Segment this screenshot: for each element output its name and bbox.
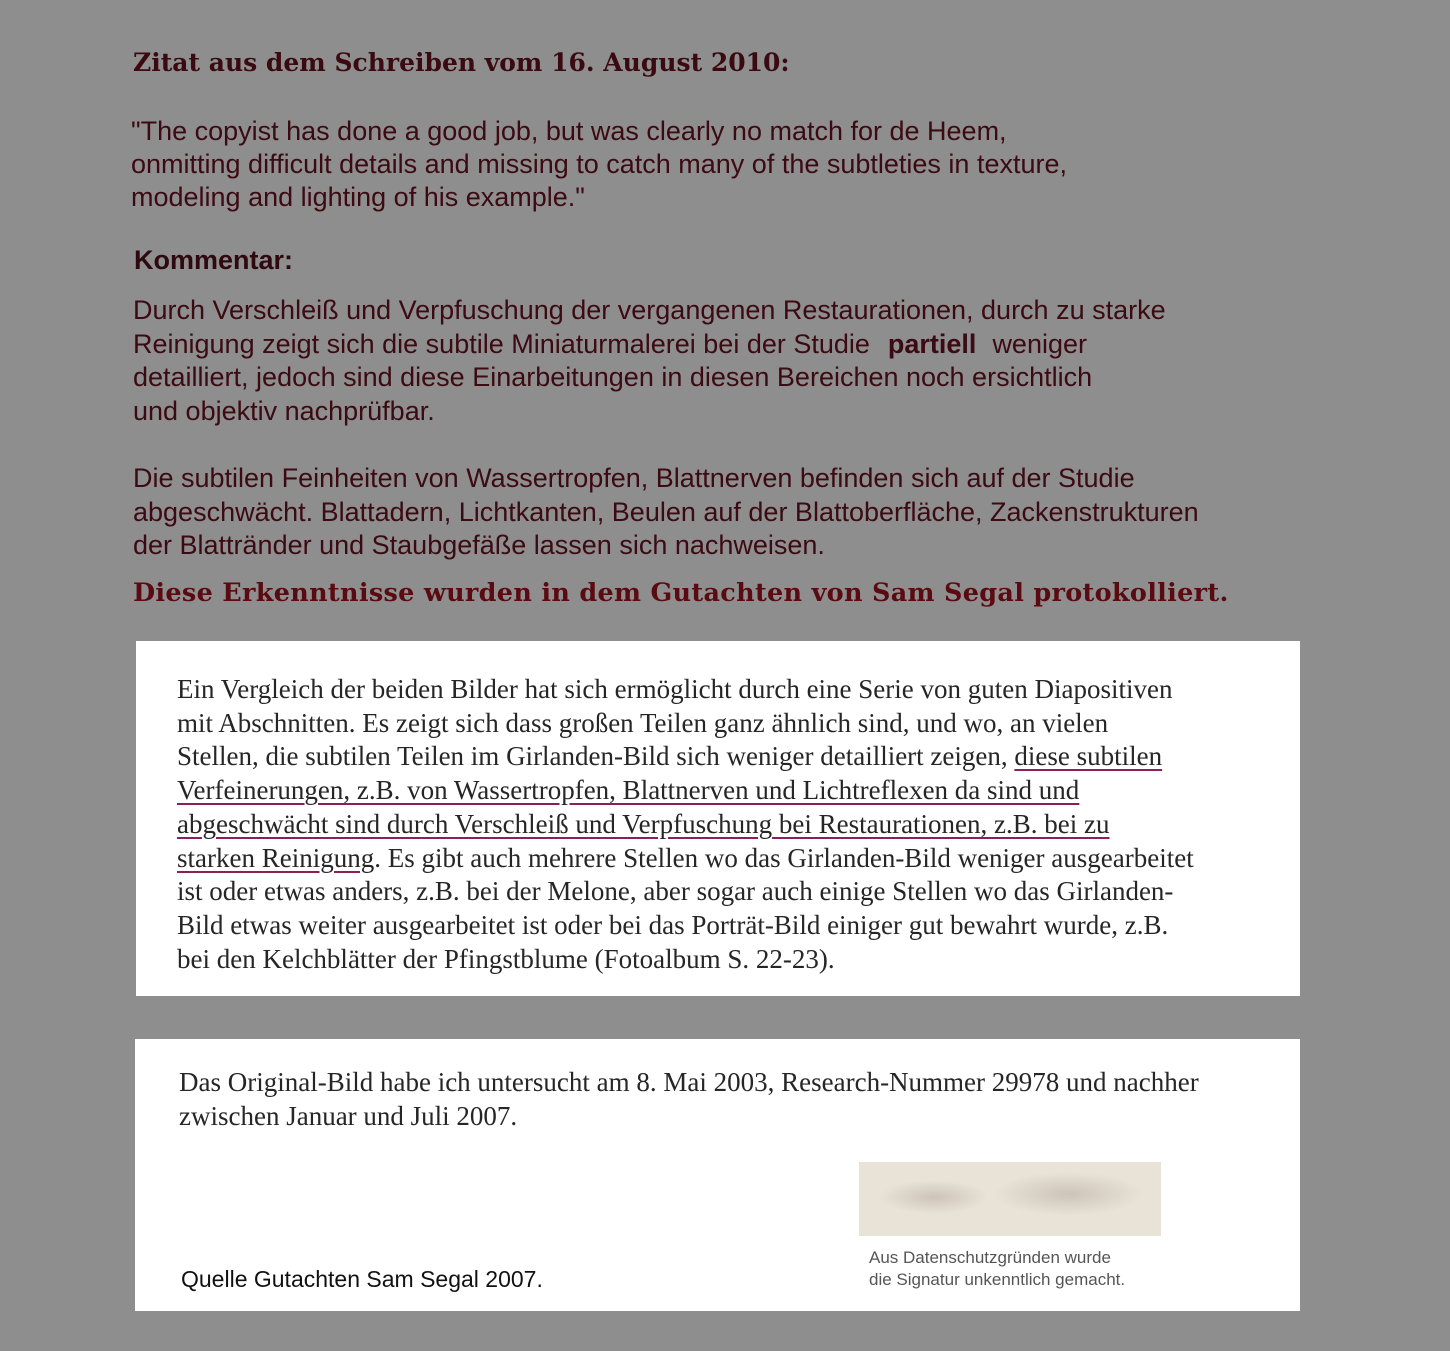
paragraph-line: Durch Verschleiß und Verpfuschung der vergangenen Restaurationen, durch zu starke	[133, 295, 1166, 325]
quote-line: "The copyist has done a good job, but was clearly no match for de Heem,	[131, 116, 1007, 146]
excerpt-line	[177, 740, 1194, 774]
signature-blur	[879, 1180, 989, 1214]
source-caption: Quelle Gutachten Sam Segal 2007.	[181, 1266, 543, 1292]
underlined-text: abgeschwächt sind durch Verschleiß und Verpfuschung bei Restaurationen, z.B. bei zu	[177, 808, 1110, 839]
excerpt-line: bei den Kelchblätter der Pfingstblume (Fotoalbum S. 22-23).	[177, 943, 835, 974]
note-line: die Signatur unkenntlich gemacht.	[869, 1270, 1126, 1289]
excerpt-text-plain: . Es gibt auch mehrere Stellen wo das Girlanden-Bild weniger ausgearbeitet	[374, 842, 1194, 873]
excerpt-line: Das Original-Bild habe ich untersucht am 8. Mai 2003, Research-Nummer 29978 und nachher	[179, 1067, 1199, 1097]
paragraph-line: Die subtilen Feinheiten von Wassertropfen, Blattnerven befinden sich auf der Studie	[133, 463, 1135, 493]
note-line: Aus Datenschutzgründen wurde	[869, 1248, 1111, 1267]
excerpt-text	[179, 1066, 1199, 1133]
excerpt-text-plain: Stellen, die subtilen Teilen im Girlanden-Bild sich weniger detailliert zeigen,	[177, 741, 1015, 772]
excerpt-text	[177, 673, 1194, 976]
paragraph-text: weniger	[992, 328, 1087, 359]
excerpt-line	[177, 808, 1194, 842]
paragraph-text: Reinigung zeigt sich die subtile Miniaturmalerei bei der Studie	[133, 328, 870, 359]
comment-paragraph-1	[133, 294, 1333, 428]
excerpt-line: zwischen Januar und Juli 2007.	[179, 1100, 518, 1131]
kommentar-label: Kommentar:	[134, 245, 294, 275]
emphasis-text: partiell	[887, 328, 977, 359]
paragraph-line: der Blattränder und Staubgefäße lassen sich nachweisen.	[133, 530, 825, 560]
underlined-text: starken Reinigung	[177, 842, 375, 873]
underlined-text: Verfeinerungen, z.B. von Wassertropfen, Blattnerven und Lichtreflexen da sind und	[177, 775, 1080, 806]
redacted-signature-image	[859, 1162, 1161, 1236]
quote-line: modeling and lighting of his example."	[131, 182, 585, 212]
conclusion-statement: Diese Erkenntnisse wurden in dem Gutachten von Sam Segal protokolliert.	[133, 578, 1229, 608]
underlined-text: diese subtilen	[1014, 741, 1163, 772]
paragraph-line: und objektiv nachprüfbar.	[133, 395, 435, 426]
excerpt-line	[177, 774, 1194, 808]
report-excerpt-2	[135, 1039, 1300, 1311]
quote-line: onmitting difficult details and missing to catch many of the subtleties in texture,	[131, 149, 1067, 179]
signature-note	[869, 1247, 1125, 1291]
excerpt-line	[177, 842, 1194, 876]
english-quote	[131, 115, 1231, 214]
excerpt-line: Ein Vergleich der beiden Bilder hat sich ermöglicht durch eine Serie von guten Diapositiven	[177, 674, 1173, 704]
paragraph-line: detailliert, jedoch sind diese Einarbeitungen in diesen Bereichen noch ersichtlich	[133, 362, 1093, 392]
signature-blur	[994, 1172, 1144, 1216]
quote-heading: Zitat aus dem Schreiben vom 16. August 2010:	[133, 48, 790, 77]
paragraph-line: abgeschwächt. Blattadern, Lichtkanten, Beulen auf der Blattoberfläche, Zackenstrukturen	[133, 496, 1199, 527]
excerpt-line: ist oder etwas anders, z.B. bei der Melone, aber sogar auch einige Stellen wo das Girlanden-	[177, 876, 1174, 907]
excerpt-line: Bild etwas weiter ausgearbeitet ist oder bei das Porträt-Bild einiger gut bewahrt wurde, z.B.	[177, 909, 1169, 940]
report-excerpt-1	[136, 641, 1300, 996]
excerpt-line: mit Abschnitten. Es zeigt sich dass großen Teilen ganz ähnlich sind, und wo, an vielen	[177, 707, 1109, 738]
paragraph-line	[133, 328, 1333, 362]
comment-paragraph-2	[133, 462, 1333, 563]
